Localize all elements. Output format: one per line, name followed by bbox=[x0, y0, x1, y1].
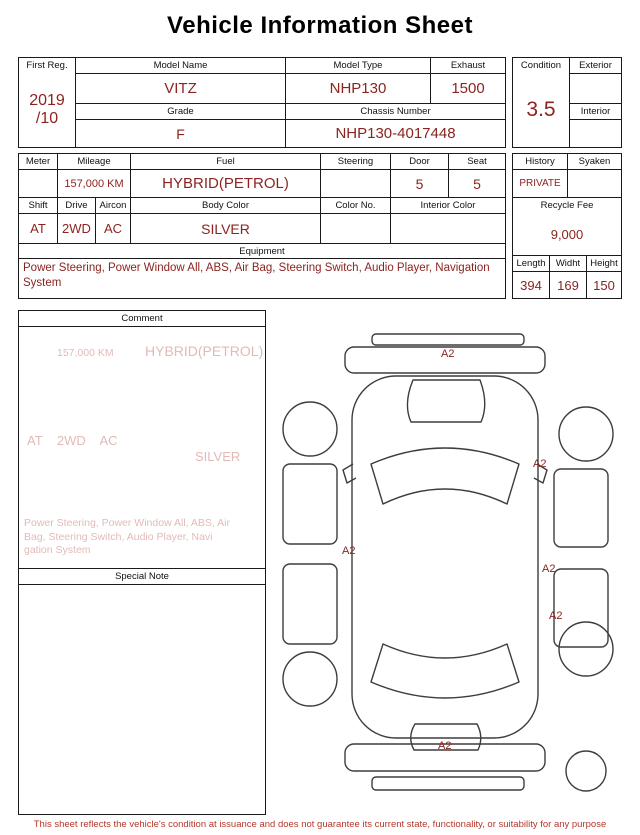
steering-label: Steering bbox=[321, 154, 391, 169]
condition-label: Condition bbox=[520, 60, 562, 71]
mileage-label: Mileage bbox=[58, 154, 131, 169]
length-value: 394 bbox=[513, 272, 550, 298]
height-value: 150 bbox=[593, 277, 615, 293]
grade-label: Grade bbox=[76, 104, 286, 119]
fuel-value: HYBRID(PETROL) bbox=[131, 170, 321, 197]
meter-label: Meter bbox=[19, 154, 58, 169]
model-type-label: Model Type bbox=[286, 58, 431, 73]
ghost-shift-text: AT 2WD AC bbox=[27, 433, 118, 448]
interior-color-label: Interior Color bbox=[420, 200, 476, 211]
mileage-value: 157,000 KM bbox=[58, 170, 131, 197]
shift-value: AT bbox=[19, 214, 58, 243]
exhaust-label: Exhaust bbox=[450, 60, 486, 71]
interior-label: Interior bbox=[570, 103, 621, 120]
recycle-fee-value: 9,000 bbox=[550, 226, 584, 242]
door-value: 5 bbox=[391, 170, 449, 197]
comment-header: Comment bbox=[19, 311, 265, 327]
comment-body bbox=[19, 327, 265, 568]
damage-mark-right-middle: A2 bbox=[542, 563, 556, 575]
equipment-value: Power Steering, Power Window All, ABS, Air Bag, Steering Switch, Audio Player, Navigation System bbox=[23, 262, 490, 289]
equipment-label: Equipment bbox=[239, 245, 285, 257]
history-table bbox=[512, 153, 622, 299]
ghost-fuel-text: HYBRID(PETROL) bbox=[145, 343, 264, 359]
grade-value: F bbox=[76, 120, 286, 147]
model-name-value: VITZ bbox=[76, 74, 286, 103]
exterior-label: Exterior bbox=[570, 58, 621, 74]
condition-value: 3.5 bbox=[526, 98, 556, 121]
exterior-value bbox=[570, 74, 621, 103]
recycle-fee-label: Recycle Fee bbox=[540, 200, 594, 211]
first-reg-year: 2019 bbox=[29, 91, 65, 109]
page-title: Vehicle Information Sheet bbox=[167, 12, 473, 39]
damage-mark-front-bumper: A2 bbox=[441, 348, 455, 360]
ghost-body-color-text: SILVER bbox=[195, 449, 241, 464]
history-label: History bbox=[513, 154, 568, 169]
color-no-value bbox=[321, 214, 391, 243]
body-color-value: SILVER bbox=[131, 214, 321, 243]
special-note-header: Special Note bbox=[19, 568, 265, 585]
width-label: Widht bbox=[550, 256, 587, 271]
disclaimer-text: This sheet reflects the vehicle's condition at issuance and does not guarantee its current state, functionality, or suitability for any purpose bbox=[33, 819, 607, 830]
seat-value: 5 bbox=[473, 175, 481, 192]
chassis-number-value: NHP130-4017448 bbox=[335, 125, 456, 142]
aircon-value: AC bbox=[96, 214, 131, 243]
condition-column bbox=[513, 58, 570, 147]
interior-color-value bbox=[391, 214, 505, 243]
shift-label: Shift bbox=[19, 198, 58, 213]
history-value: PRIVATE bbox=[513, 170, 568, 197]
damage-mark-right-front: A2 bbox=[533, 458, 547, 470]
details-table bbox=[18, 153, 506, 299]
first-reg-column bbox=[19, 58, 76, 147]
drive-value: 2WD bbox=[58, 214, 96, 243]
interior-value bbox=[570, 120, 621, 147]
syaken-value bbox=[568, 170, 621, 197]
seat-label: Seat bbox=[467, 156, 487, 167]
color-no-label: Color No. bbox=[321, 198, 391, 213]
meter-value bbox=[19, 170, 58, 197]
special-note-body bbox=[19, 585, 265, 814]
width-value: 169 bbox=[550, 272, 587, 298]
first-reg-label: First Reg. bbox=[26, 60, 68, 71]
damage-mark-rear-bumper: A2 bbox=[438, 740, 452, 752]
fuel-label: Fuel bbox=[131, 154, 321, 169]
comment-panel bbox=[18, 310, 266, 815]
ghost-mileage-text: 157,000 KM bbox=[57, 347, 114, 359]
model-type-value: NHP130 bbox=[286, 74, 431, 103]
steering-value bbox=[321, 170, 391, 197]
length-label: Length bbox=[513, 256, 550, 271]
car-damage-diagram bbox=[265, 312, 633, 817]
door-label: Door bbox=[391, 154, 449, 169]
first-reg-value bbox=[19, 73, 75, 147]
exterior-interior-column bbox=[570, 58, 621, 147]
model-name-label: Model Name bbox=[76, 58, 286, 73]
height-label: Height bbox=[590, 258, 618, 269]
drive-label: Drive bbox=[58, 198, 96, 213]
damage-mark-right-rear: A2 bbox=[549, 610, 563, 622]
chassis-number-label: Chassis Number bbox=[360, 106, 431, 117]
damage-mark-left-side: A2 bbox=[342, 545, 356, 557]
first-reg-month: /10 bbox=[35, 110, 59, 127]
registration-table bbox=[18, 57, 506, 148]
ghost-equipment-text: Power Steering, Power Window All, ABS, Air Bag, Steering Switch, Audio Player, Navi gation System bbox=[24, 517, 231, 557]
body-color-label: Body Color bbox=[131, 198, 321, 213]
syaken-label: Syaken bbox=[578, 156, 611, 167]
aircon-label: Aircon bbox=[96, 198, 131, 213]
condition-table bbox=[512, 57, 622, 148]
exhaust-value: 1500 bbox=[451, 80, 485, 97]
